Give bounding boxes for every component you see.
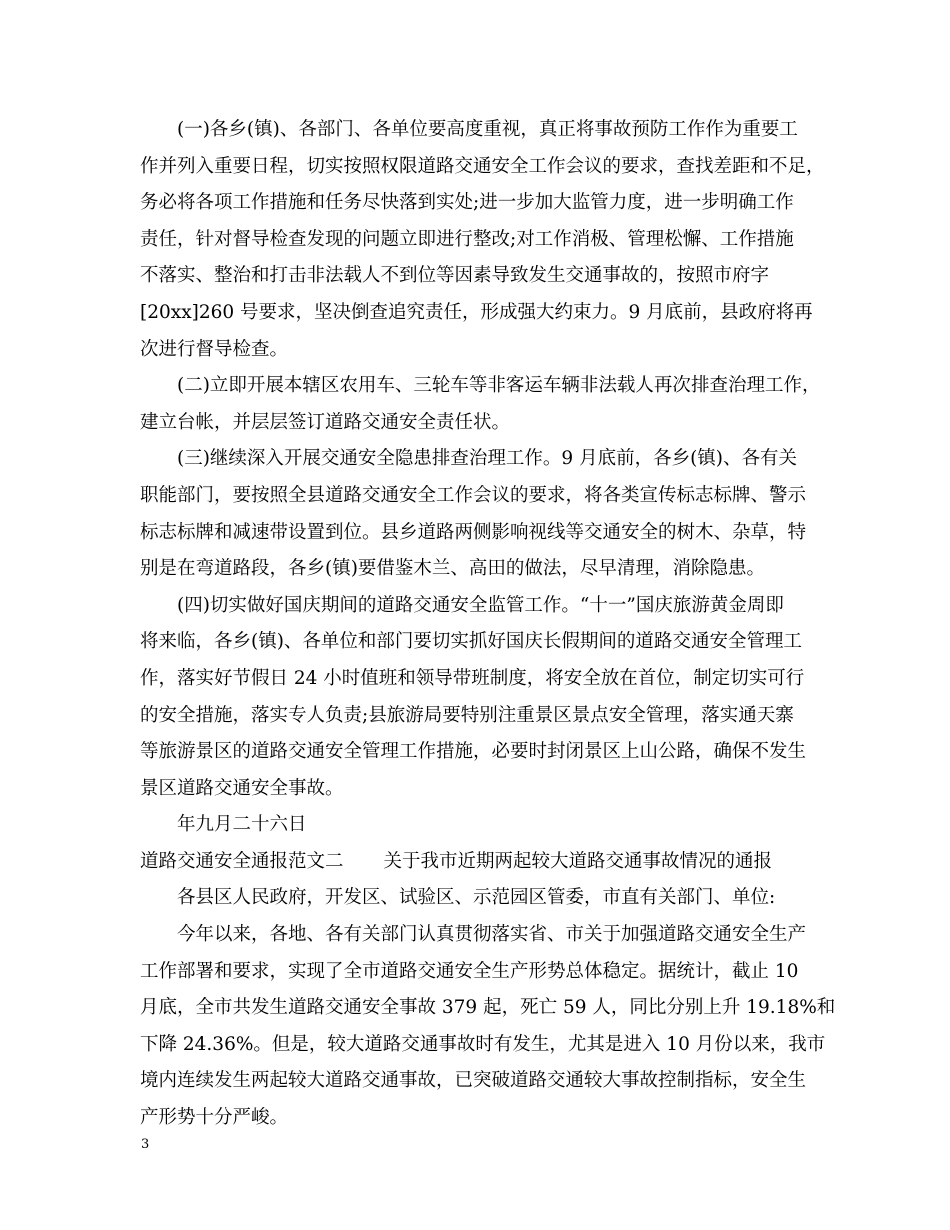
text-line: 今年以来，各地、各有关部门认真贯彻落实省、市关于加强道路交通安全生产 (177, 924, 807, 946)
text-line: 务必将各项工作措施和任务尽快落到实处;进一步加大监管力度，进一步明确工作 (140, 192, 794, 214)
paragraph-body2 (140, 917, 836, 1137)
text-line: 景区道路交通安全事故。 (140, 777, 344, 799)
date-text: 年九月二十六日 (177, 814, 307, 836)
text-line: 作并列入重要日程，切实按照权限道路交通安全工作会议的要求，查找差距和不足， (140, 155, 825, 177)
paragraph-2 (140, 368, 821, 441)
text-line: 将来临，各乡(镇)、各单位和部门要切实抓好国庆长假期间的道路交通安全管理工 (140, 631, 802, 653)
text-line: (一)各乡(镇)、各部门、各单位要高度重视，真正将事故预防工作作为重要工 (177, 119, 798, 140)
document-body (140, 112, 836, 1137)
paragraph-3 (140, 441, 815, 587)
text-line: 产形势十分严峻。 (140, 1107, 289, 1129)
text-line: 责任，针对督导检查发现的问题立即进行整改;对工作消极、管理松懈、工作措施 (140, 228, 794, 250)
text-line: [20xx]260 号要求，坚决倒查追究责任，形成强大约束力。9 月底前，县政府将再 (140, 301, 813, 323)
text-line: 作，落实好节假日 24 小时值班和领导带班制度，将安全放在首位，制定切实可行 (140, 667, 805, 689)
text-line: 境内连续发生两起较大道路交通事故，已突破道路交通较大事故控制指标，安全生 (140, 1070, 807, 1092)
section-heading (140, 844, 815, 881)
text-line: (四)切实做好国庆期间的道路交通安全监管工作。“十一”国庆旅游黄金周即 (177, 594, 784, 616)
salutation-text: 各县区人民政府，开发区、试验区、示范园区管委，市直有关部门、单位: (177, 887, 776, 909)
text-line: 别是在弯道路段，各乡(镇)要借鉴木兰、高田的做法，尽早清理，消除隐患。 (140, 558, 765, 580)
text-line: (二)立即开展本辖区农用车、三轮车等非客运车辆非法载人再次排查治理工作， (177, 375, 821, 397)
paragraph-1 (140, 112, 825, 368)
text-line: 月底，全市共发生道路交通安全事故 379 起，死亡 59 人，同比分别上升 19.18%和 (140, 997, 836, 1019)
text-line: (三)继续深入开展交通安全隐患排查治理工作。9 月底前，各乡(镇)、各有关 (177, 448, 798, 470)
text-line: 次进行督导检查。 (140, 338, 289, 360)
text-line: 的安全措施，落实专人负责;县旅游局要特别注重景区景点安全管理，落实通天寨 (140, 704, 794, 726)
text-line: 等旅游景区的道路交通安全管理工作措施，必要时封闭景区上山公路，确保不发生 (140, 741, 807, 763)
date-line (140, 807, 815, 844)
page-number: 3 (141, 1137, 150, 1152)
text-line: 职能部门，要按照全县道路交通安全工作会议的要求，将各类宣传标志标牌、警示 (140, 484, 807, 506)
paragraph-4 (140, 588, 815, 808)
text-line: 建立台帐，并层层签订道路交通安全责任状。 (140, 411, 511, 433)
heading-title: 道路交通安全通报范文二 (140, 850, 344, 872)
text-line: 下降 24.36%。但是，较大道路交通事故时有发生，尤其是进入 10 月份以来，我市 (140, 1033, 826, 1055)
heading-subtitle: 关于我市近期两起较大道路交通事故情况的通报 (383, 850, 773, 872)
text-line: 工作部署和要求，实现了全市道路交通安全生产形势总体稳定。据统计，截止 10 (140, 960, 799, 982)
salutation (140, 880, 815, 917)
text-line: 不落实、整治和打击非法载人不到位等因素导致发生交通事故的，按照市府字 (140, 265, 770, 287)
text-line: 标志标牌和减速带设置到位。县乡道路两侧影响视线等交通安全的树木、杂草，特 (140, 521, 807, 543)
